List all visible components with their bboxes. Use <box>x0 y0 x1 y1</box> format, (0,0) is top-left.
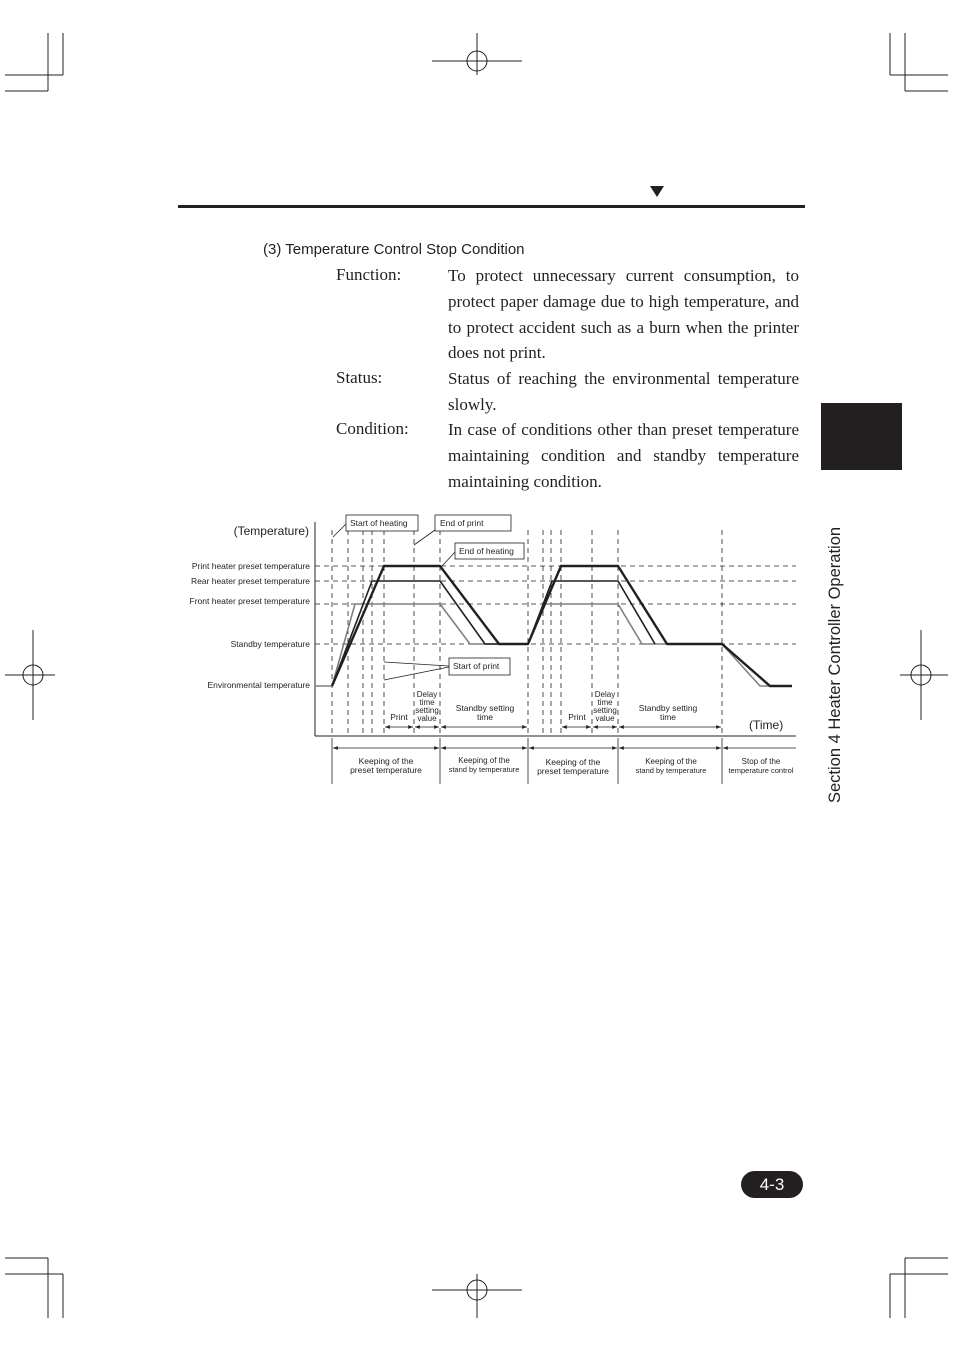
phase-1-line-1: Keeping of the <box>358 756 414 766</box>
y-axis-label: (Temperature) <box>233 524 309 538</box>
standby-line: Standby setting <box>455 703 515 713</box>
phase-1-line-2: preset temperature <box>350 765 422 775</box>
phase-5-line-1: Stop of the <box>741 757 781 766</box>
end-heating-label: End of heating <box>459 546 514 556</box>
callouts <box>333 515 524 680</box>
standby-line: Standby setting <box>638 703 698 713</box>
phase-2-line-2: stand by temperature <box>448 765 520 774</box>
delay-line: setting <box>415 706 439 715</box>
standby-line: time <box>476 712 494 722</box>
delay-interval-2 <box>593 690 617 723</box>
phase-labels <box>350 756 794 776</box>
delay-interval-1 <box>415 690 439 723</box>
section-subheading: (3) Temperature Control Stop Condition <box>263 241 525 258</box>
standby-interval-2 <box>639 703 698 722</box>
phase-5-line-2: temperature control <box>728 766 794 775</box>
print-heater-curve <box>332 566 792 686</box>
start-heating-label: Start of heating <box>350 518 408 528</box>
x-axis-label: (Time) <box>749 718 784 732</box>
delay-line: time <box>597 698 613 707</box>
delay-line: time <box>419 698 435 707</box>
standby-level-label: Standby temperature <box>230 639 310 649</box>
page-number-badge: 4-3 <box>741 1171 803 1198</box>
phase-3-line-2: preset temperature <box>537 766 609 776</box>
print-interval-2: Print <box>568 712 586 722</box>
phase-4-line-1: Keeping of the <box>645 757 697 766</box>
status-description: Status of reaching the environmental temperature slowly. <box>448 369 799 414</box>
condition-term: Condition: <box>336 419 409 438</box>
standby-line: time <box>659 712 677 722</box>
print-level-label: Print heater preset temperature <box>191 561 310 571</box>
temperature-curves <box>315 566 792 686</box>
environmental-level-label: Environmental temperature <box>207 680 310 690</box>
standby-interval-1 <box>456 703 515 722</box>
axes <box>315 522 796 736</box>
rear-level-label: Rear heater preset temperature <box>190 576 310 586</box>
status-term: Status: <box>336 368 383 387</box>
section-side-title: Section 4 Heater Controller Operation <box>826 526 844 803</box>
delay-line: Delay <box>594 690 616 699</box>
function-description: To protect unnecessary current consumption, to protect paper damage due to high temperature, and to protect accident such as a burn when the printer does not print. <box>448 266 799 363</box>
start-print-label: Start of print <box>453 661 500 671</box>
delay-line: setting <box>593 706 617 715</box>
end-print-label: End of print <box>440 518 484 528</box>
phase-3-line-1: Keeping of the <box>545 757 601 767</box>
delay-line: value <box>595 714 615 723</box>
print-interval-1: Print <box>390 712 408 722</box>
delay-line: Delay <box>416 690 438 699</box>
function-term: Function: <box>336 265 402 284</box>
delay-line: value <box>417 714 437 723</box>
front-level-label: Front heater preset temperature <box>189 596 310 606</box>
phase-4-line-2: stand by temperature <box>635 766 707 775</box>
condition-description: In case of conditions other than preset temperature maintaining condition and standby temperature maintaining condition. <box>448 420 799 491</box>
phase-2-line-1: Keeping of the <box>458 756 510 765</box>
